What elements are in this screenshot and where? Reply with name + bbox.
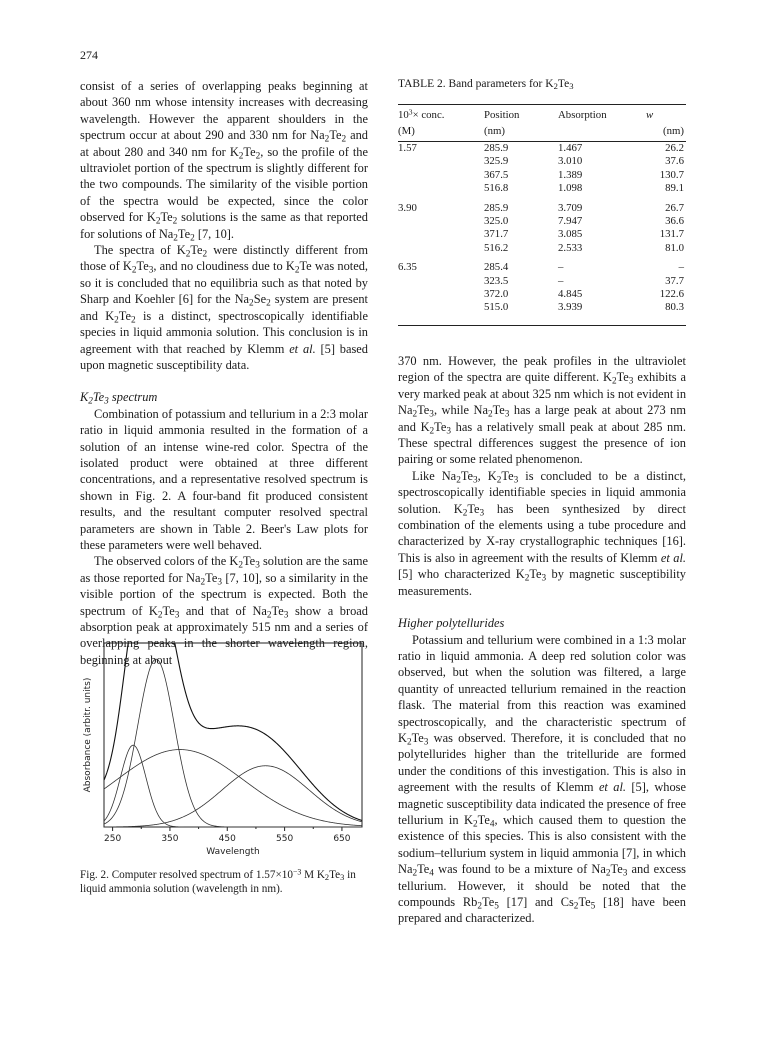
formula: $K_2Te_2$: [105, 308, 136, 325]
formula: $K_2Te_3$: [148, 603, 180, 620]
cell-absorption: 1.098: [558, 182, 583, 195]
table-row: [398, 288, 686, 301]
formula: $Na_2Te_3$: [398, 403, 434, 420]
cell-conc: 3.90: [398, 201, 417, 214]
table-row: [398, 169, 686, 182]
cell-absorption: 3.010: [558, 155, 583, 168]
cell-w: 89.1: [665, 182, 684, 195]
formula: $K_2Te_3$: [603, 370, 634, 387]
formula: $K_2Te_3$: [515, 567, 547, 584]
paragraph: consist of a series of overlapping peaks beginning at about 360 nm whose intensity increases with decreasing wavelength. However the apparent shoulders in the spectrum occur at about 290 and 330 nm for $Na_2Te_2$ and at about 280 and 340 nm for $K_2Te_2$, so the profile of the ultraviolet portion of the spectrum is slightly different for the two compounds. The similarity of the visible portion of the spectra would be expected, since the color observed for $K_2Te_2$ solutions is the same as that reported for solutions of $Na_2Te_2$ [7, 10].: [80, 79, 369, 243]
formula: $Na_2Te_2$: [310, 128, 347, 145]
x-tick-label: 250: [104, 834, 122, 844]
formula: $K_2Te_3$: [420, 419, 451, 436]
x-tick-label: 650: [333, 834, 351, 844]
cell-position: 285.9: [484, 201, 509, 214]
formula: $Na_2Te_3$: [591, 862, 628, 879]
y-axis-label: Absorbance (arbitr. units): [83, 677, 93, 793]
paragraph: Combination of potassium and tellurium in a 2:3 molar ratio in liquid ammonia resulted in the formation of a solution of an intense wine-red color. Spectra of the isolated product were obtained at three different concentrations, and a representative resolved spectrum is shown in Fig. 2. A four-band fit produced consistent results, and the resultant computer resolved spectral parameters are shown in Table 2. Beer's Law plots for these parameters were well behaved.: [80, 406, 368, 552]
cell-absorption: 4.845: [558, 288, 583, 301]
header-w: w: [646, 109, 654, 121]
table-row: [398, 228, 686, 241]
cell-conc: [398, 242, 470, 255]
figure-caption: Fig. 2. Computer resolved spectrum of $1.57\times 10^{-3}$ M $K_2Te_3$ in liquid ammonia solution (wavelength in nm).: [80, 867, 356, 895]
cell-position: 372.0: [484, 288, 509, 301]
table-row: [398, 182, 686, 195]
cell-conc: 6.35: [398, 261, 417, 274]
header-position: Position: [484, 109, 520, 121]
cell-absorption: 7.947: [558, 215, 583, 228]
cell-position: 371.7: [484, 228, 509, 241]
cell-w: 37.6: [665, 155, 684, 168]
cell-conc: [398, 155, 470, 168]
cell-conc: [398, 301, 470, 325]
cell-conc: [398, 169, 470, 182]
cell-absorption: 1.389: [558, 168, 583, 181]
formula: $K_2Te_3$: [80, 390, 109, 407]
figure-2: [80, 635, 370, 860]
paragraph: 370 nm. However, the peak profiles in the ultraviolet region of the spectra are quite different. $K_2Te_3$ exhibits a very marked peak at about 325 nm which is not evident in $Na_2Te_3$, while $Na_2Te_3$ has a large peak at about 273 nm and $K_2Te_3$ has a relatively small peak at about 285 nm. These spectral differences suggest the presence of ion pairing or some related phenomenon.: [398, 354, 687, 467]
cell-w: 122.6: [659, 288, 684, 301]
cell-absorption: 1.467: [558, 142, 583, 154]
header-w-unit: (nm): [618, 121, 686, 142]
formula: $Cs_2Te_5$: [560, 895, 596, 912]
cell-position: 325.9: [484, 155, 509, 168]
cell-conc: [398, 288, 470, 301]
cell-w: 26.2: [665, 142, 684, 154]
formula: $Na_2Te_4$: [398, 862, 434, 879]
section-heading: $K_2Te_3$ spectrum: [80, 390, 158, 407]
cell-position: 516.2: [484, 241, 509, 254]
header-absorption: Absorption: [558, 109, 607, 121]
cell-position: 323.5: [484, 274, 509, 287]
formula: $K_2Te_4$: [464, 812, 495, 830]
cell-w: 131.7: [659, 228, 684, 241]
right-column: [398, 353, 686, 927]
cell-w: 81.0: [665, 241, 684, 254]
formula: $Na_2Te_2$: [158, 226, 195, 243]
cell-position: 367.5: [484, 168, 509, 181]
x-tick-label: 350: [161, 834, 179, 844]
formula: $Na_2Te_3$: [186, 570, 222, 588]
formula: $K_2Te_2$: [176, 243, 208, 260]
cell-w: 37.7: [665, 274, 684, 287]
cell-absorption: –: [558, 261, 564, 274]
cell-position: 325.0: [484, 215, 509, 228]
cell-position: 516.8: [484, 182, 509, 195]
formula: $K_2Te_2$: [229, 144, 261, 161]
band-parameters-table: [398, 104, 686, 326]
left-column: [80, 78, 368, 668]
x-tick-label: 550: [276, 834, 294, 844]
cell-w: 26.7: [665, 201, 684, 214]
cell-position: 285.4: [484, 261, 509, 274]
paragraph: The observed colors of the $K_2Te_3$ solution are the same as those reported for $Na_2Te_3$ [7, 10], so a similarity in the visible portion of the spectrum is expected. Both the spectrum of $K_2Te_3$ and that of $Na_2Te_3$ show a broad absorption peak at approximately 515 nm and a series of overlapping peaks in the shorter wavelength region, beginning at about: [80, 554, 368, 667]
header-position-unit: (nm): [470, 121, 536, 142]
x-axis-label: Wavelength: [206, 847, 260, 857]
cell-w: 80.3: [618, 301, 686, 325]
formula: $K_2Te_3$: [398, 730, 429, 748]
cell-absorption: 3.939: [536, 301, 618, 325]
cell-position: 285.9: [484, 142, 509, 154]
formula: $Na_2Te_3$: [441, 468, 478, 486]
cell-absorption: 3.709: [558, 201, 583, 214]
page-number: 274: [80, 48, 98, 62]
cell-w: –: [678, 261, 684, 274]
paragraph: The spectra of $K_2Te_2$ were distinctly different from those of $K_2Te_3$, and no cloudiness due to $K_2Te$ was noted, so it is concluded that no equilibria such as that noted by Sharp and Koehler [6] for the $Na_2Se_2$ system are present and $K_2Te_2$ is a distinct, spectroscopically identifiable species in liquid ammonia solution. This conclusion is in agreement with that reached by Klemm et al. [5] based upon magnetic susceptibility data.: [80, 243, 369, 372]
table-row: [398, 255, 686, 274]
formula: $K_2Te_3$: [229, 554, 260, 571]
cell-absorption: 3.085: [558, 228, 583, 241]
formula: $K_2Te$: [285, 259, 312, 276]
cell-absorption: 2.533: [558, 241, 583, 254]
table-2: [398, 78, 686, 326]
sum-curve: [104, 643, 362, 821]
formula: $Rb_2Te_5$: [462, 895, 499, 912]
header-conc: $10^3\times$ conc.: [398, 107, 445, 121]
plot-frame: [104, 643, 362, 827]
table-row: [398, 155, 686, 168]
paragraph: Like $Na_2Te_3$, $K_2Te_3$ is concluded to be a distinct, spectroscopically identifiable species in liquid ammonia solution. $K_2Te_3$ has been synthesized by direct combination of the elements using a tube procedure and characterized by X-ray crystallographic techniques [16]. This is also in agreement with the results of Klemm et al. [5] who characterized $K_2Te_3$ by magnetic susceptibility measurements.: [398, 468, 686, 598]
cell-conc: [398, 182, 470, 195]
table-row: [398, 215, 686, 228]
cell-conc: 1.57: [398, 142, 417, 154]
cell-conc: [398, 275, 470, 288]
cell-w: 36.6: [665, 215, 684, 228]
cell-conc: [398, 215, 470, 228]
paragraph: Potassium and tellurium were combined in a 1:3 molar ratio in liquid ammonia. A deep red solution color was observed, but when the solution was filtered, a large quantity of unreacted tellurium remained in the reaction flask. The material from this reaction was examined spectroscopically, and the characteristic spectrum of $K_2Te_3$ was observed. Therefore, it is concluded that no polytellurides higher than the tritelluride are formed under the conditions of this investigation. This is also in agreement with the results of Klemm et al. [5], whose magnetic susceptibility data indicated the presence of free tellurium in $K_2Te_4$, which caused them to question the existence of this species. This is also consistent with the sodium–tellurium system in liquid ammonia [7], in which $Na_2Te_4$ was found to be a mixture of $Na_2Te_3$ and excess tellurium. However, it should be noted that the compounds $Rb_2Te_5$ [17] and $Cs_2Te_5$ [18] have been prepared and characterized.: [398, 632, 687, 926]
header-conc-unit: (M): [398, 121, 470, 142]
x-tick-label: 450: [218, 834, 236, 844]
table-row: [398, 275, 686, 288]
formula: $Na_2Se_2$: [234, 292, 271, 309]
section-heading: Higher polytellurides: [398, 616, 505, 631]
formula: $K_2Te_3$: [487, 468, 519, 486]
formula: $K_2Te_2$: [146, 210, 178, 227]
band-curve: [104, 750, 362, 826]
formula: $Na_2Te_3$: [473, 403, 510, 420]
cell-position: 515.0: [470, 301, 536, 325]
cell-w: 130.7: [659, 168, 684, 181]
cell-conc: [398, 228, 470, 241]
table-row: [398, 142, 686, 156]
formula: $K_2Te_3$: [122, 259, 154, 276]
spectrum-chart: [80, 635, 370, 860]
table-row: [398, 196, 686, 215]
band-curve: [104, 745, 362, 827]
cell-absorption: –: [558, 274, 564, 287]
formula: $Na_2Te_3$: [252, 603, 289, 620]
table-row: [398, 301, 686, 325]
formula: $K_2Te_3$: [453, 501, 485, 518]
table-title: TABLE 2. Band parameters for $K_2Te_3$: [398, 78, 574, 92]
table-row: [398, 242, 686, 255]
